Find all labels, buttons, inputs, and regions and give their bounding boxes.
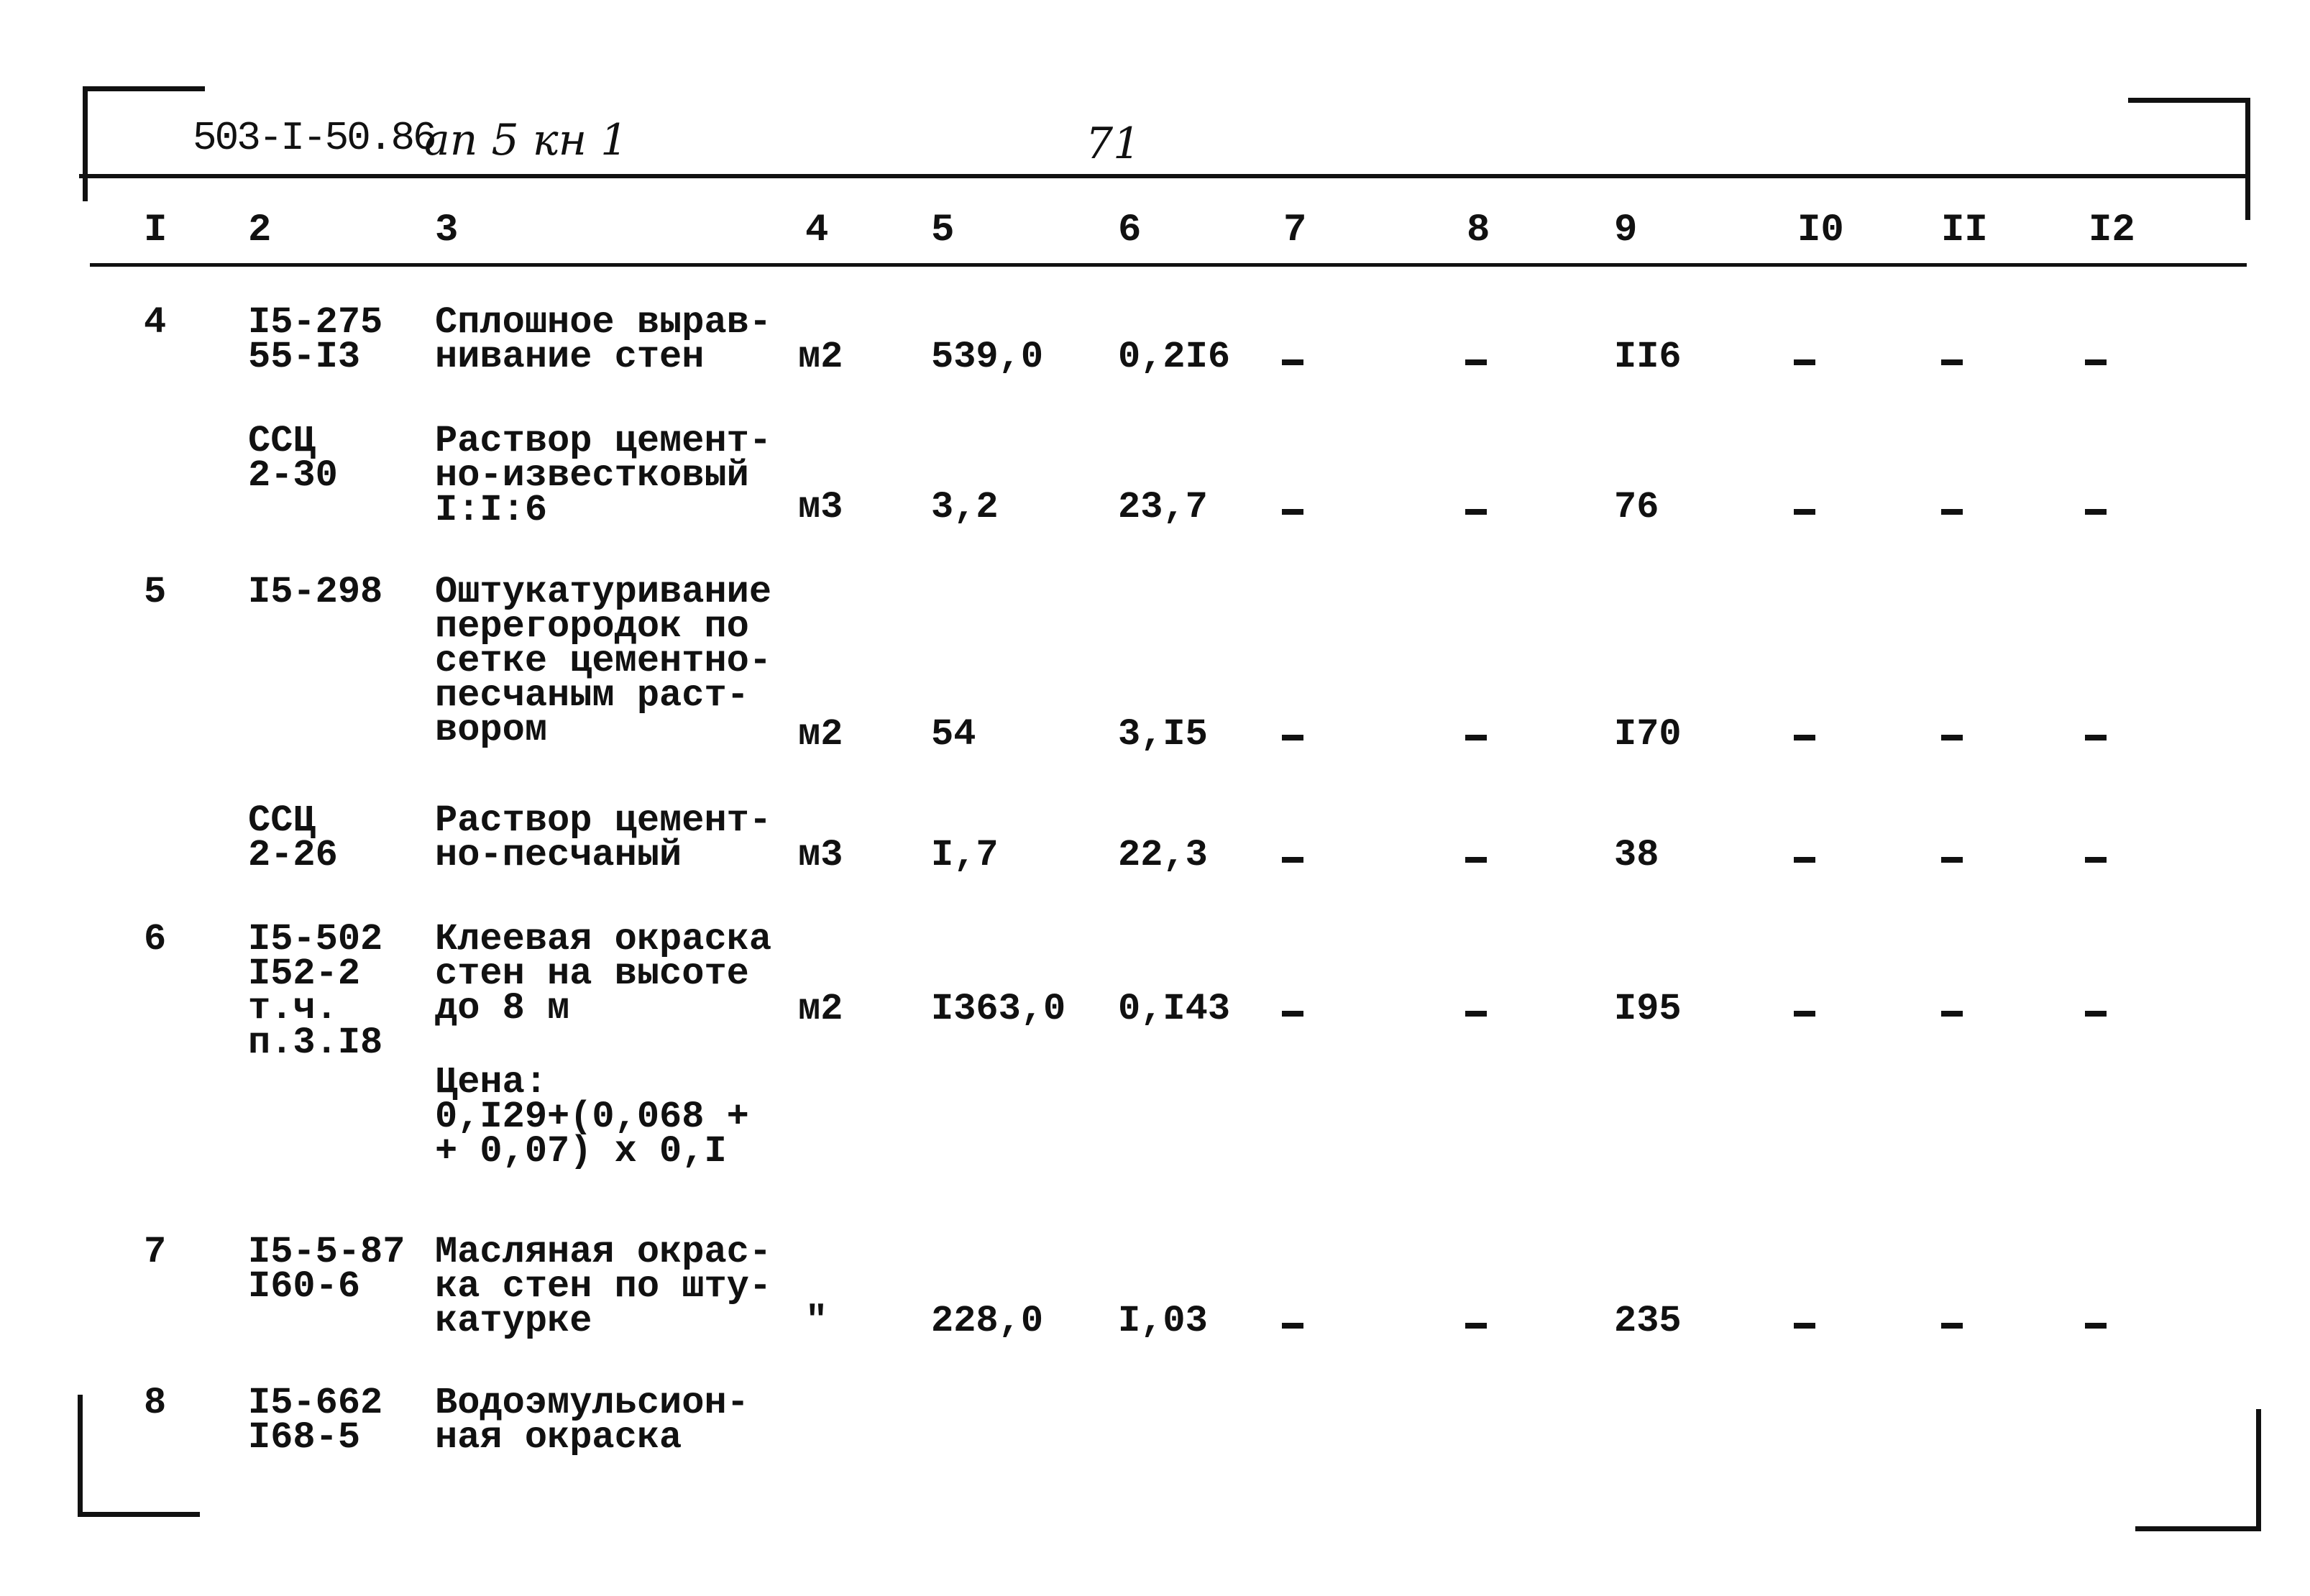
total-cost: II6 (1614, 336, 1682, 378)
unit-price: 23,7 (1118, 486, 1208, 528)
rate-code: I5-502 I52-2 т.ч. п.3.I8 (248, 918, 383, 1064)
col-header-1: I (144, 208, 168, 252)
dash-mark-c8 (1465, 1323, 1487, 1329)
dash-mark-c11 (1941, 509, 1963, 515)
dash-mark-c11 (1941, 1323, 1963, 1329)
dash-mark-c11 (1941, 1011, 1963, 1017)
dash-mark-c8 (1465, 359, 1487, 365)
col-header-6: 6 (1118, 208, 1142, 252)
col-header-12: I2 (2089, 208, 2135, 252)
row-number: 7 (144, 1231, 167, 1273)
rate-code: ССЦ 2-30 (248, 420, 338, 497)
quantity: 54 (931, 713, 976, 756)
col-header-7: 7 (1283, 208, 1307, 252)
frame-bottom-right-v (2256, 1409, 2261, 1531)
unit-price: 0,2I6 (1118, 336, 1231, 378)
unit: м2 (798, 988, 843, 1030)
row-number: 8 (144, 1382, 167, 1424)
total-cost: 235 (1614, 1300, 1682, 1342)
col-header-10: I0 (1797, 208, 1844, 252)
rate-code: I5-5-87 I60-6 (248, 1231, 405, 1308)
work-description: Масляная окрас- ка стен по шту- катурке (435, 1231, 772, 1342)
dash-mark-c7 (1282, 359, 1303, 365)
work-description: Оштукатуривание перегородок по сетке цементно- песчаным раст- вором (435, 571, 772, 751)
row-number: 4 (144, 301, 167, 344)
unit: " (805, 1300, 828, 1342)
dash-mark-c8 (1465, 735, 1487, 740)
dash-mark-c11 (1941, 857, 1963, 863)
total-cost: 76 (1614, 486, 1659, 528)
dash-mark-c8 (1465, 509, 1487, 515)
dash-mark-c12 (2085, 509, 2107, 515)
dash-mark-c7 (1282, 857, 1303, 863)
dash-mark-c12 (2085, 857, 2107, 863)
work-description: Водоэмульсион- ная окраска (435, 1382, 749, 1459)
dash-mark-c7 (1282, 1323, 1303, 1329)
frame-bottom-left-h (78, 1512, 200, 1517)
col-header-9: 9 (1614, 208, 1638, 252)
frame-bottom-left-v (78, 1395, 83, 1517)
column-header-underline (90, 263, 2247, 267)
total-cost: I70 (1614, 713, 1682, 756)
rate-code: I5-662 I68-5 (248, 1382, 383, 1459)
unit: м2 (798, 713, 843, 756)
page-number: 71 (1086, 119, 1141, 169)
unit-price: I,03 (1118, 1300, 1208, 1342)
frame-top-left-h (83, 86, 205, 91)
unit: м2 (798, 336, 843, 378)
dash-mark-c10 (1794, 1323, 1815, 1329)
dash-mark-c7 (1282, 1011, 1303, 1017)
col-header-3: 3 (435, 208, 459, 252)
dash-mark-c12 (2085, 1011, 2107, 1017)
frame-top-left-v (83, 86, 88, 201)
dash-mark-c12 (2085, 1323, 2107, 1329)
dash-mark-c7 (1282, 509, 1303, 515)
col-header-8: 8 (1467, 208, 1490, 252)
quantity: 3,2 (931, 486, 999, 528)
frame-top-right-h (2128, 98, 2250, 103)
dash-mark-c12 (2085, 735, 2107, 740)
work-description: Раствор цемент- но-песчаный (435, 799, 772, 876)
frame-top-right-v (2245, 98, 2250, 220)
quantity: I363,0 (931, 988, 1066, 1030)
work-description: Раствор цемент- но-известковый I:I:6 (435, 420, 772, 531)
dash-mark-c10 (1794, 1011, 1815, 1017)
dash-mark-c8 (1465, 1011, 1487, 1017)
handwritten-note: ап 5 кн 1 (424, 115, 628, 165)
total-cost: I95 (1614, 988, 1682, 1030)
quantity: 228,0 (931, 1300, 1044, 1342)
unit: м3 (798, 486, 843, 528)
unit-price: 3,I5 (1118, 713, 1208, 756)
rate-code: I5-275 55-I3 (248, 301, 383, 378)
col-header-11: II (1941, 208, 1988, 252)
dash-mark-c11 (1941, 359, 1963, 365)
unit-price: 0,I43 (1118, 988, 1231, 1030)
dash-mark-c11 (1941, 735, 1963, 740)
document-code: 503-I-50.86 (193, 115, 435, 161)
header-divider-line (79, 174, 2250, 178)
quantity: I,7 (931, 834, 999, 876)
dash-mark-c10 (1794, 359, 1815, 365)
dash-mark-c10 (1794, 735, 1815, 740)
dash-mark-c10 (1794, 857, 1815, 863)
work-description: Клеевая окраска стен на высоте до 8 м (435, 918, 772, 1029)
dash-mark-c10 (1794, 509, 1815, 515)
row-number: 6 (144, 918, 167, 960)
total-cost: 38 (1614, 834, 1659, 876)
rate-code: ССЦ 2-26 (248, 799, 338, 876)
col-header-2: 2 (248, 208, 272, 252)
quantity: 539,0 (931, 336, 1044, 378)
price-note: Цена: 0,I29+(0,068 + + 0,07) х 0,I (435, 1061, 749, 1173)
dash-mark-c8 (1465, 857, 1487, 863)
dash-mark-c12 (2085, 359, 2107, 365)
col-header-5: 5 (931, 208, 955, 252)
unit: м3 (798, 834, 843, 876)
frame-bottom-right-h (2135, 1526, 2261, 1531)
col-header-4: 4 (805, 208, 829, 252)
dash-mark-c7 (1282, 735, 1303, 740)
unit-price: 22,3 (1118, 834, 1208, 876)
rate-code: I5-298 (248, 571, 383, 613)
row-number: 5 (144, 571, 167, 613)
work-description: Сплошное вырав- нивание стен (435, 301, 772, 378)
